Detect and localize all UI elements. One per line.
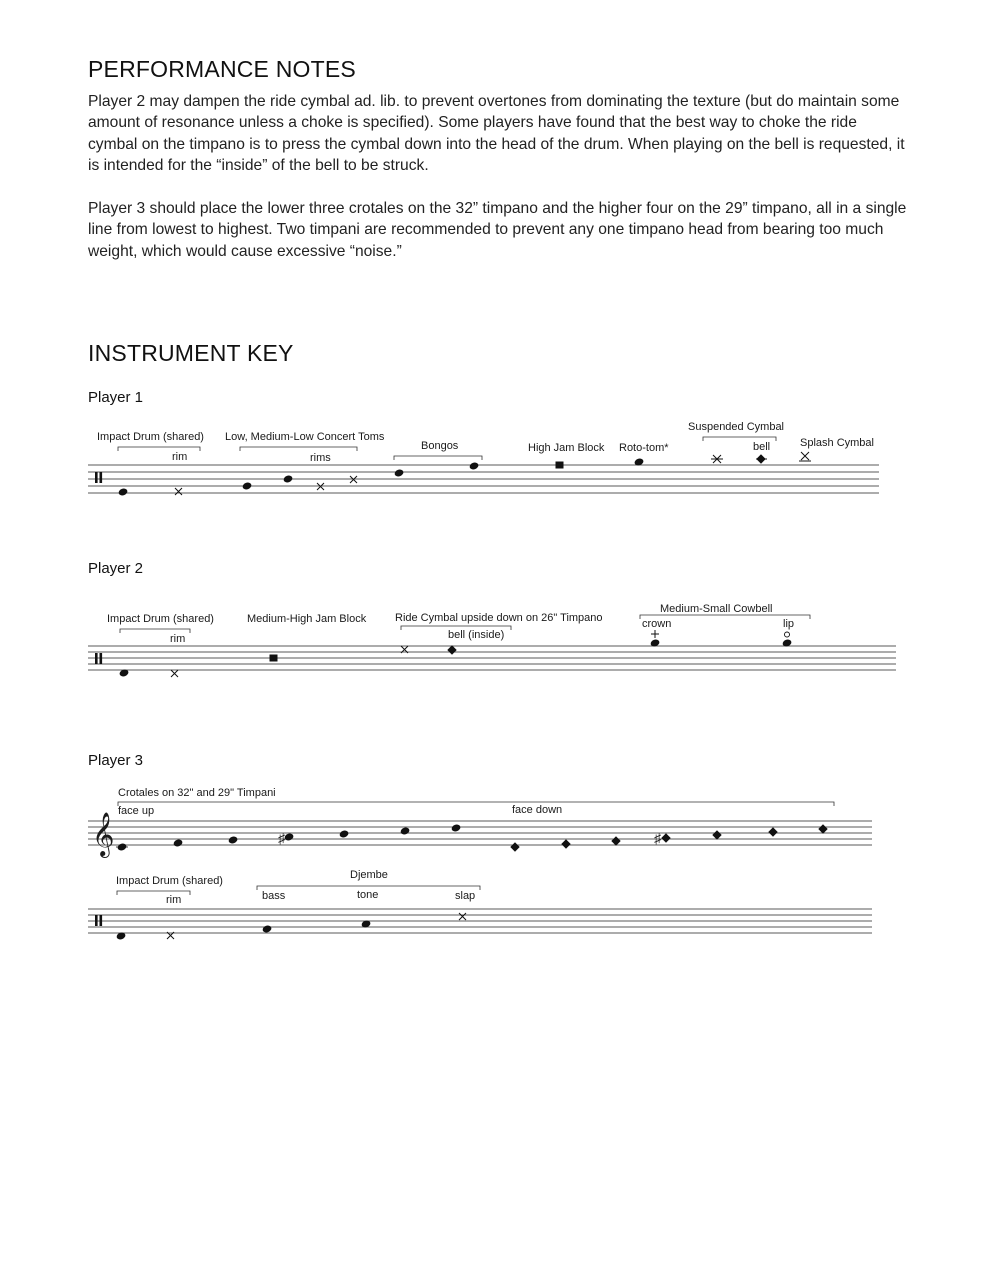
p1-bongos-label: Bongos (421, 440, 459, 452)
p3-crotale-down-1 (511, 843, 519, 851)
p2-impact-rim-label: rim (170, 633, 186, 645)
performance-notes-paragraph-2: Player 3 should place the lower three crotales on the 32” timpano and the higher four on the 29” timpano, all in a single line from lowest to highest. Two timpani are recommended to prevent any one timpano head from bearing too much weight, which would cause excessive “noise.” (88, 200, 907, 260)
p3-slap-label: slap (455, 890, 476, 902)
p1-note-tom-medlow (283, 475, 292, 483)
p2-crown-label: crown (642, 618, 672, 630)
p1-note-bongo-low (394, 469, 403, 477)
p3-djembe-label: Djembe (350, 869, 388, 881)
player-1-percussion-clef (95, 472, 102, 483)
p2-ride-label: Ride Cymbal upside down on 26" Timpano (395, 612, 603, 624)
p3-crotale-down-3 (612, 837, 620, 845)
p2-note-impact-rim (171, 670, 178, 677)
p3-sharp-2: ♯ (654, 830, 661, 846)
p3-impact-drum-label: Impact Drum (shared) (116, 875, 223, 887)
p3-treble-clef: 𝄞 (92, 812, 115, 856)
p3-crotale-4 (284, 833, 293, 841)
p1-note-susp-cymbal (711, 455, 723, 463)
p3-crotale-down-2 (562, 840, 570, 848)
p1-note-bongo-high (469, 462, 478, 470)
p2-jam-block-label: Medium-High Jam Block (247, 613, 367, 625)
p3-crotale-down-7 (819, 825, 827, 833)
p3-note-djembe-bass (262, 925, 271, 933)
p3-crotale-down-4 (662, 834, 670, 842)
p3-crotale-notes (116, 824, 827, 851)
p1-jam-block-label: High Jam Block (528, 442, 605, 454)
player-2-label: Player 2 (88, 560, 144, 577)
p1-impact-bracket (118, 447, 200, 451)
p3-crotale-7 (451, 824, 460, 832)
player-2-percussion-clef (95, 653, 102, 664)
p1-note-jam-block (556, 462, 563, 468)
performance-notes-title: PERFORMANCE NOTES (88, 56, 356, 82)
p1-susp-bell-label: bell (753, 441, 771, 453)
player-1-label: Player 1 (88, 389, 144, 406)
p3-note-djembe-slap (459, 913, 466, 920)
p3-crotale-down-5 (713, 831, 721, 839)
p3-tone-label: tone (357, 889, 379, 901)
p3-bass-label: bass (262, 890, 286, 902)
player-3-crotales-staff (88, 821, 872, 845)
player-3-label: Player 3 (88, 752, 144, 769)
p3-face-down-label: face down (512, 804, 563, 816)
p1-impact-drum-label: Impact Drum (shared) (97, 431, 204, 443)
p2-ride-bell-label: bell (inside) (448, 629, 505, 641)
p3-crotale-6 (400, 827, 409, 835)
p3-impact-rim-label: rim (166, 894, 182, 906)
p3-crotale-5 (339, 830, 348, 838)
p1-notes (118, 452, 811, 496)
p1-note-tom-rim-2 (350, 476, 357, 483)
p1-toms-label: Low, Medium-Low Concert Toms (225, 431, 385, 443)
p2-note-ride-bell (448, 646, 456, 654)
p2-cowbell-label: Medium-Small Cowbell (660, 603, 773, 615)
p1-note-tom-low (242, 482, 251, 490)
p3-sharp-1: ♯ (278, 830, 285, 846)
p1-bongos-bracket (394, 456, 482, 460)
p1-toms-bracket (240, 447, 357, 451)
p1-note-impact (118, 488, 127, 496)
p1-note-splash (799, 452, 811, 461)
player-2-staff (88, 646, 896, 670)
p1-susp-cymbal-label: Suspended Cymbal (688, 421, 785, 433)
player-1-staff (88, 465, 879, 493)
instrument-key-title: INSTRUMENT KEY (88, 340, 294, 366)
p3-crotale-2 (173, 839, 182, 847)
p1-note-tom-rim-1 (317, 483, 324, 490)
p3-crotale-3 (228, 836, 237, 844)
p3-face-up-label: face up (118, 805, 155, 817)
p2-impact-drum-label: Impact Drum (shared) (107, 613, 214, 625)
p1-impact-rim-label: rim (172, 451, 188, 463)
p2-lip-open-mark (785, 632, 790, 637)
p3-crotales-label: Crotales on 32" and 29" Timpani (118, 787, 276, 799)
p3-drum-notes (116, 913, 466, 940)
p1-roto-tom-label: Roto-tom* (619, 442, 669, 454)
player-3-drum-staff (88, 909, 872, 933)
p1-toms-rims-label: rims (310, 452, 331, 464)
performance-notes-paragraph-1: Player 2 may dampen the ride cymbal ad. lib. to prevent overtones from dominating the texture (but do maintain some amount of resonance unless a choke is specified). Some players have found that the best way to choke the ride cymbal on the timpano is to press the cymbal down into the head of the drum. When playing on the bell is requested, it is intended for the “inside” of the bell to be struck. (88, 93, 905, 175)
p1-note-impact-rim (175, 488, 182, 495)
player-3-percussion-clef (95, 915, 102, 926)
p2-note-jam-block (270, 655, 277, 661)
p3-crotales-bracket (118, 802, 834, 806)
p2-lip-label: lip (783, 618, 795, 630)
p3-crotale-down-6 (769, 828, 777, 836)
p1-splash-label: Splash Cymbal (800, 437, 874, 449)
p2-crown-plus-mark (651, 630, 659, 638)
